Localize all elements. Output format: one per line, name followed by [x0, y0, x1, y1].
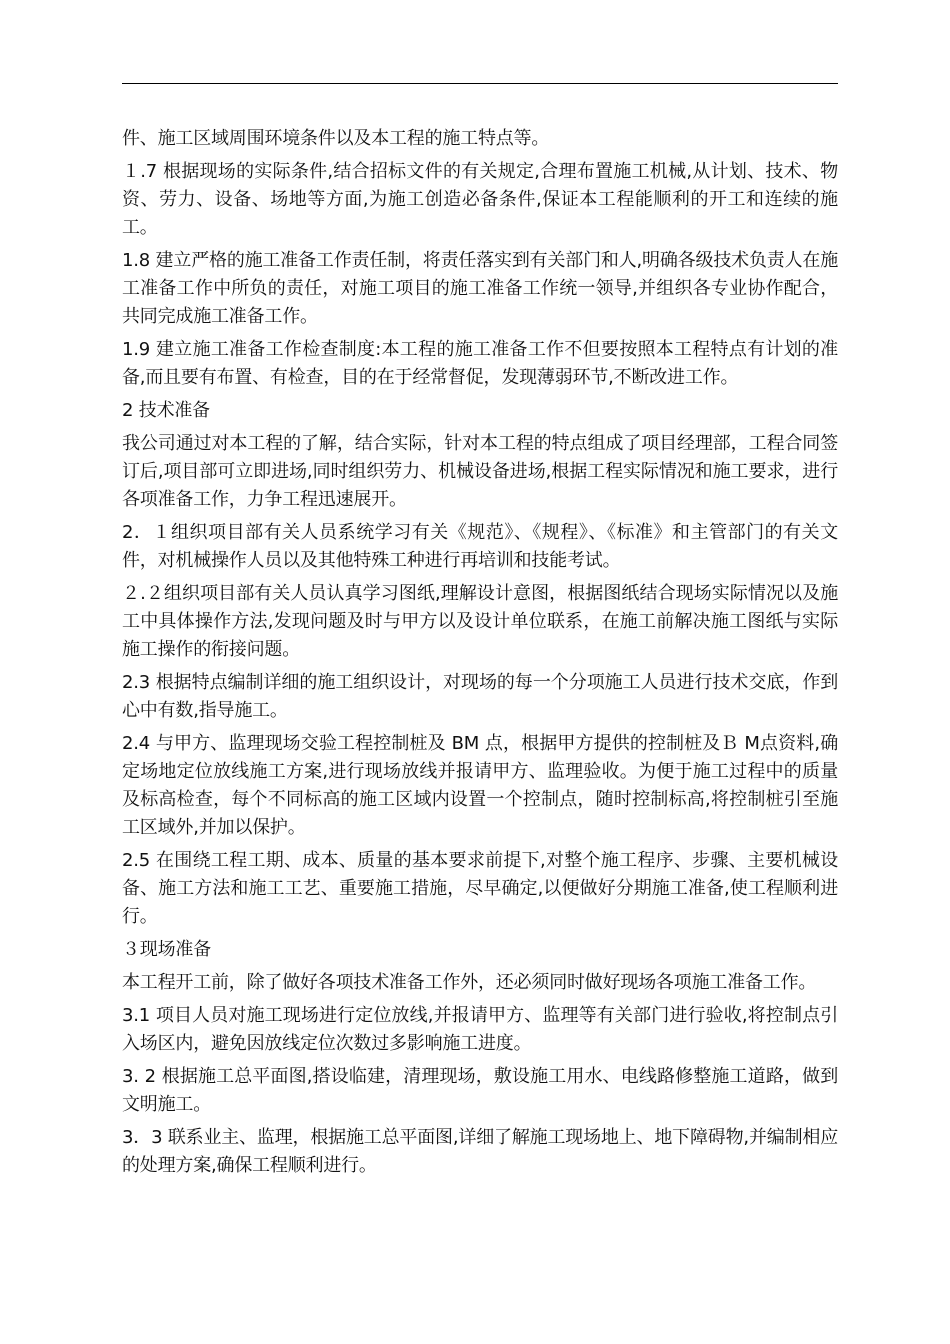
paragraph-3-intro: 本工程开工前，除了做好各项技术准备工作外，还必须同时做好现场各项施工准备工作。: [122, 972, 817, 993]
paragraph-3-1: 3.1 项目人员对施工现场进行定位放线,并报请甲方、监理等有关部门进行验收,将控制点引入场区内，避免因放线定位次数过多影响施工进度。: [122, 1005, 838, 1054]
paragraph-1-8: 1.8 建立严格的施工准备工作责任制，将责任落实到有关部门和人,明确各级技术负责人在施工准备工作中所负的责任，对施工项目的施工准备工作统一领导,并组织各专业协作配合，共同完成施工准备工作。: [122, 250, 838, 327]
paragraph-continuation: 件、施工区域周围环境条件以及本工程的施工特点等。: [122, 128, 550, 149]
paragraph-2-intro: 我公司通过对本工程的了解，结合实际，针对本工程的特点组成了项目经理部，工程合同签订后,项目部可立即进场,同时组织劳力、机械设备进场,根据工程实际情况和施工要求，进行各项准备工作，力争工程迅速展开。: [122, 433, 838, 510]
paragraph-2-4: 2.4 与甲方、监理现场交验工程控制桩及 BM 点，根据甲方提供的控制桩及Ｂ M点资料,确定场地定位放线施工方案,进行现场放线并报请甲方、监理验收。为便于施工过程中的质量及标高检查，每个不同标高的施工区域内设置一个控制点，随时控制标高,将控制桩引至施工区域外,并加以保护。: [122, 733, 838, 838]
body-text: [122, 125, 838, 1185]
paragraph-2-5: 2.5 在围绕工程工期、成本、质量的基本要求前提下,对整个施工程序、步骤、主要机械设备、施工方法和施工工艺、重要施工措施，尽早确定,以便做好分期施工准备,使工程顺利进行。: [122, 850, 838, 927]
paragraph-1-9: 1.9 建立施工准备工作检查制度:本工程的施工准备工作不但要按照本工程特点有计划的准备,而且要有布置、有检查，目的在于经常督促，发现薄弱环节,不断改进工作。: [122, 339, 838, 388]
paragraph-1-7: １.7 根据现场的实际条件,结合招标文件的有关规定,合理布置施工机械,从计划、技术、物资、劳力、设备、场地等方面,为施工创造必备条件,保证本工程能顺利的开工和连续的施工。: [122, 161, 838, 238]
section-heading-3: ３现场准备: [122, 939, 211, 960]
section-heading-2: 2 技术准备: [122, 400, 210, 421]
paragraph-3-2: 3. 2 根据施工总平面图,搭设临建，清理现场，敷设施工用水、电线路修整施工道路，做到文明施工。: [122, 1066, 838, 1115]
paragraph-2-2: ２.２组织项目部有关人员认真学习图纸,理解设计意图，根据图纸结合现场实际情况以及施工中具体操作方法,发现问题及时与甲方以及设计单位联系，在施工前解决施工图纸与实际施工操作的衔接问题。: [122, 583, 838, 660]
paragraph-3-3: 3．3 联系业主、监理，根据施工总平面图,详细了解施工现场地上、地下障碍物,并编制相应的处理方案,确保工程顺利进行。: [122, 1127, 838, 1176]
paragraph-2-3: 2.3 根据特点编制详细的施工组织设计，对现场的每一个分项施工人员进行技术交底，作到心中有数,指导施工。: [122, 672, 838, 721]
header-rule: [122, 83, 838, 84]
paragraph-2-1: 2．１组织项目部有关人员系统学习有关《规范》、《规程》、《标准》和主管部门的有关文件，对机械操作人员以及其他特殊工种进行再培训和技能考试。: [122, 522, 838, 571]
